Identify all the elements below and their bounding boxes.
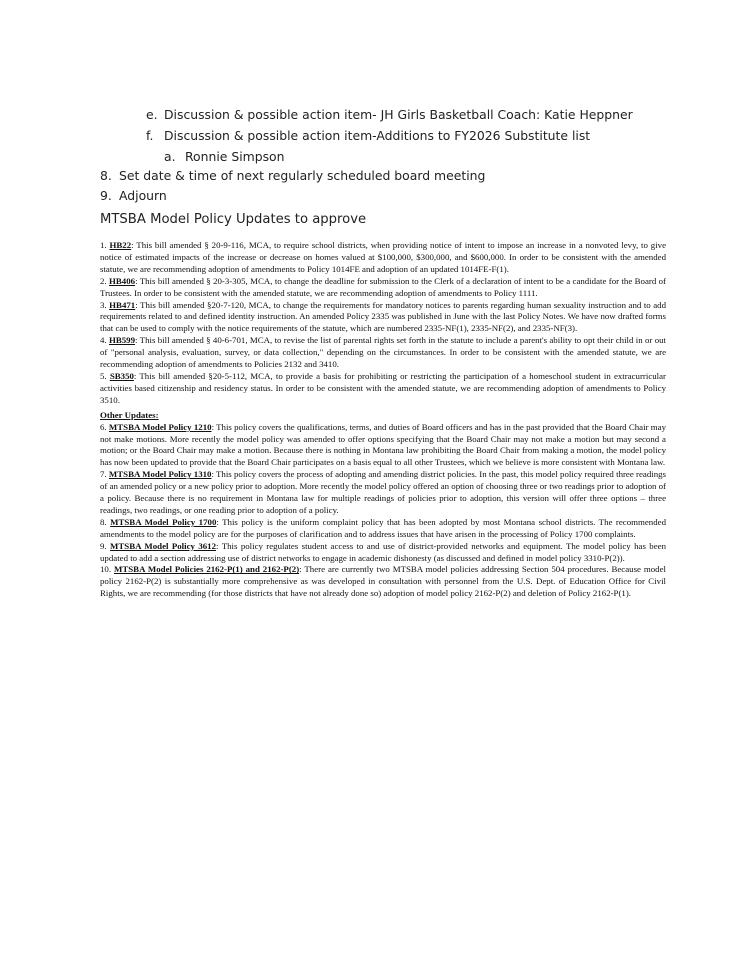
item-number: 7. (100, 469, 107, 480)
agenda-item-9 (100, 188, 167, 203)
policy-ref: MTSBA Model Policy 1700 (110, 516, 217, 527)
agenda-text: Discussion & possible action item-Additions to FY2026 Substitute list (164, 128, 591, 143)
agenda-item-e (146, 107, 633, 122)
item-number: 3. (100, 299, 107, 310)
item-text: : This policy covers the process of adopting and amending district policies. In the past, this model policy required three readings of an amended policy or a new policy prior to adoption. More recently the model policy offered an option of choosing three or two readings prior to adoption of a policy. Because there is no requirement in Montana law for multiple readings of policies prior to adoption, this version will offer three options – three readings, two readings, or one reading prior to adoption of a policy. (100, 469, 666, 515)
update-item (100, 335, 666, 371)
other-update-item (100, 564, 666, 600)
item-text: : This policy is the uniform complaint policy that has been adopted by most Montana school districts. The recommended amendments to the model policy are for the purposes of clarification and to address issues that have arisen in the processing of Policy 1700 complaints. (100, 516, 667, 539)
agenda-marker: 8. (100, 168, 112, 183)
item-text: : This bill amended § 40-6-701, MCA, to revise the list of parental rights set forth in the statute to include a parent's ability to opt their child in or out of "personal analysis, evaluation, survey, or data collection," depending on the circumstances. In order to be consistent with the amended statute, we are recommending adoption of amendments to Policies 2132 and 3410. (100, 335, 666, 370)
other-updates-heading: Other Updates: (100, 409, 159, 420)
update-item (100, 300, 666, 336)
item-text: : This bill amended § 20-3-305, MCA, to change the deadline for submission to the Clerk of a declaration of intent to be a candidate for the Board of Trustees. In order to be consistent with the amended statute, we are recommending adoption of amendments to Policy 1111. (100, 275, 666, 298)
policy-ref: MTSBA Model Policy 1210 (108, 421, 212, 432)
item-number: 8. (100, 516, 107, 527)
other-update-item (100, 469, 666, 517)
bill-ref: HB471 (109, 299, 136, 310)
bill-ref: HB406 (109, 275, 136, 286)
update-item (100, 240, 666, 276)
item-text: : This bill amended §20-7-120, MCA, to change the requirements for mandatory notices to parents regarding human sexuality instruction and to add requirements related to and defined identity instruction. An amended Policy 2335 was published in June with the last Policy Notes. We have now drafted forms that can be used to comply with the notice requirements of the statute, which are numbered 2335-NF(1), 2335-NF(2), and 2335-NF(3). (100, 299, 666, 334)
item-text: : This policy regulates student access to and use of district-provided networks and equipment. The model policy has been updated to add a section addressing use of district networks to engage in academic dishonesty (as discussed and defined in model policy 3310-P(2)). (100, 540, 666, 563)
policy-ref: MTSBA Model Policies 2162-P(1) and 2162-P(2) (114, 564, 300, 575)
agenda-item-a (164, 149, 284, 164)
policy-ref: MTSBA Model Policy 1310 (108, 469, 212, 480)
bill-ref: HB22 (109, 240, 132, 250)
agenda-marker: f. (146, 128, 154, 143)
bill-ref: HB599 (108, 335, 136, 346)
other-update-item (100, 517, 666, 541)
item-number: 9. (100, 540, 107, 551)
update-item (100, 276, 666, 300)
agenda-marker: 9. (100, 188, 112, 203)
item-number: 4. (100, 335, 107, 346)
policy-ref: MTSBA Model Policy 3612 (110, 540, 217, 551)
agenda-marker: a. (164, 149, 176, 164)
item-number: 10. (100, 564, 112, 575)
item-number: 2. (100, 275, 107, 286)
item-number: 6. (100, 421, 107, 432)
agenda-text: Adjourn (119, 188, 167, 203)
item-number: 1. (100, 240, 107, 250)
agenda-item-8 (100, 168, 485, 183)
agenda-text: Ronnie Simpson (185, 149, 285, 164)
agenda-item-f (146, 128, 590, 143)
agenda-text: Discussion & possible action item- JH Girls Basketball Coach: Katie Heppner (164, 107, 633, 122)
item-text: : There are currently two MTSBA model policies addressing Section 504 procedures. Because model policy 2162-P(2) is substantially more comprehensive as was developed in consultation with personnel from the U.S. Dept. of Education Office for Civil Rights, we are recommending (for those districts that have not already done so) adoption of model policy 2162-P(2) and deletion of Policy 2162-P(1). (100, 564, 666, 599)
update-item (100, 371, 666, 407)
other-update-item (100, 541, 666, 565)
item-number: 5. (100, 370, 107, 381)
item-text: : This policy covers the qualifications, terms, and duties of Board officers and has in the past provided that the Board Chair may not make motions. More recently the model policy was amended to offer options specifying that the Board Chair may not make a motion but may second a motion; or the Board Chair may make a motion. Because there is nothing in Montana law prohibiting the Board Chair from making a motion, the model policy has now been updated to provide that the Board Chair participates on a basis equal to all other Trustees, which we believe is more consistent with Montana law. (100, 421, 667, 468)
bill-ref: SB350 (109, 370, 134, 381)
policy-updates-body (100, 240, 666, 600)
section-title: MTSBA Model Policy Updates to approve (100, 212, 367, 227)
other-updates-heading-text: Other Updates (100, 409, 156, 420)
agenda-text: Set date & time of next regularly scheduled board meeting (119, 168, 486, 183)
item-text: : This bill amended § 20-9-116, MCA, to require school districts, when providing notice of intent to impose an increase in a nonvoted levy, to give notice of estimated impacts of the increase or decrease on homes valued at $100,000, $300,000, and $600,000. In order to be consistent with the amended statute, we are recommending adoption of amendments to Policy 1014FE and adoption of an updated 1014FE-F(1). (100, 240, 666, 274)
other-update-item (100, 422, 666, 470)
item-text: : This bill amended §20-5-112, MCA, to provide a basis for prohibiting or restricting the participation of a homeschool student in extracurricular activities based citizenship and residency status. In order to be consistent with the amended statute, we are recommending adoption of amendments to Policy 3510. (100, 370, 666, 405)
agenda-marker: e. (146, 107, 158, 122)
